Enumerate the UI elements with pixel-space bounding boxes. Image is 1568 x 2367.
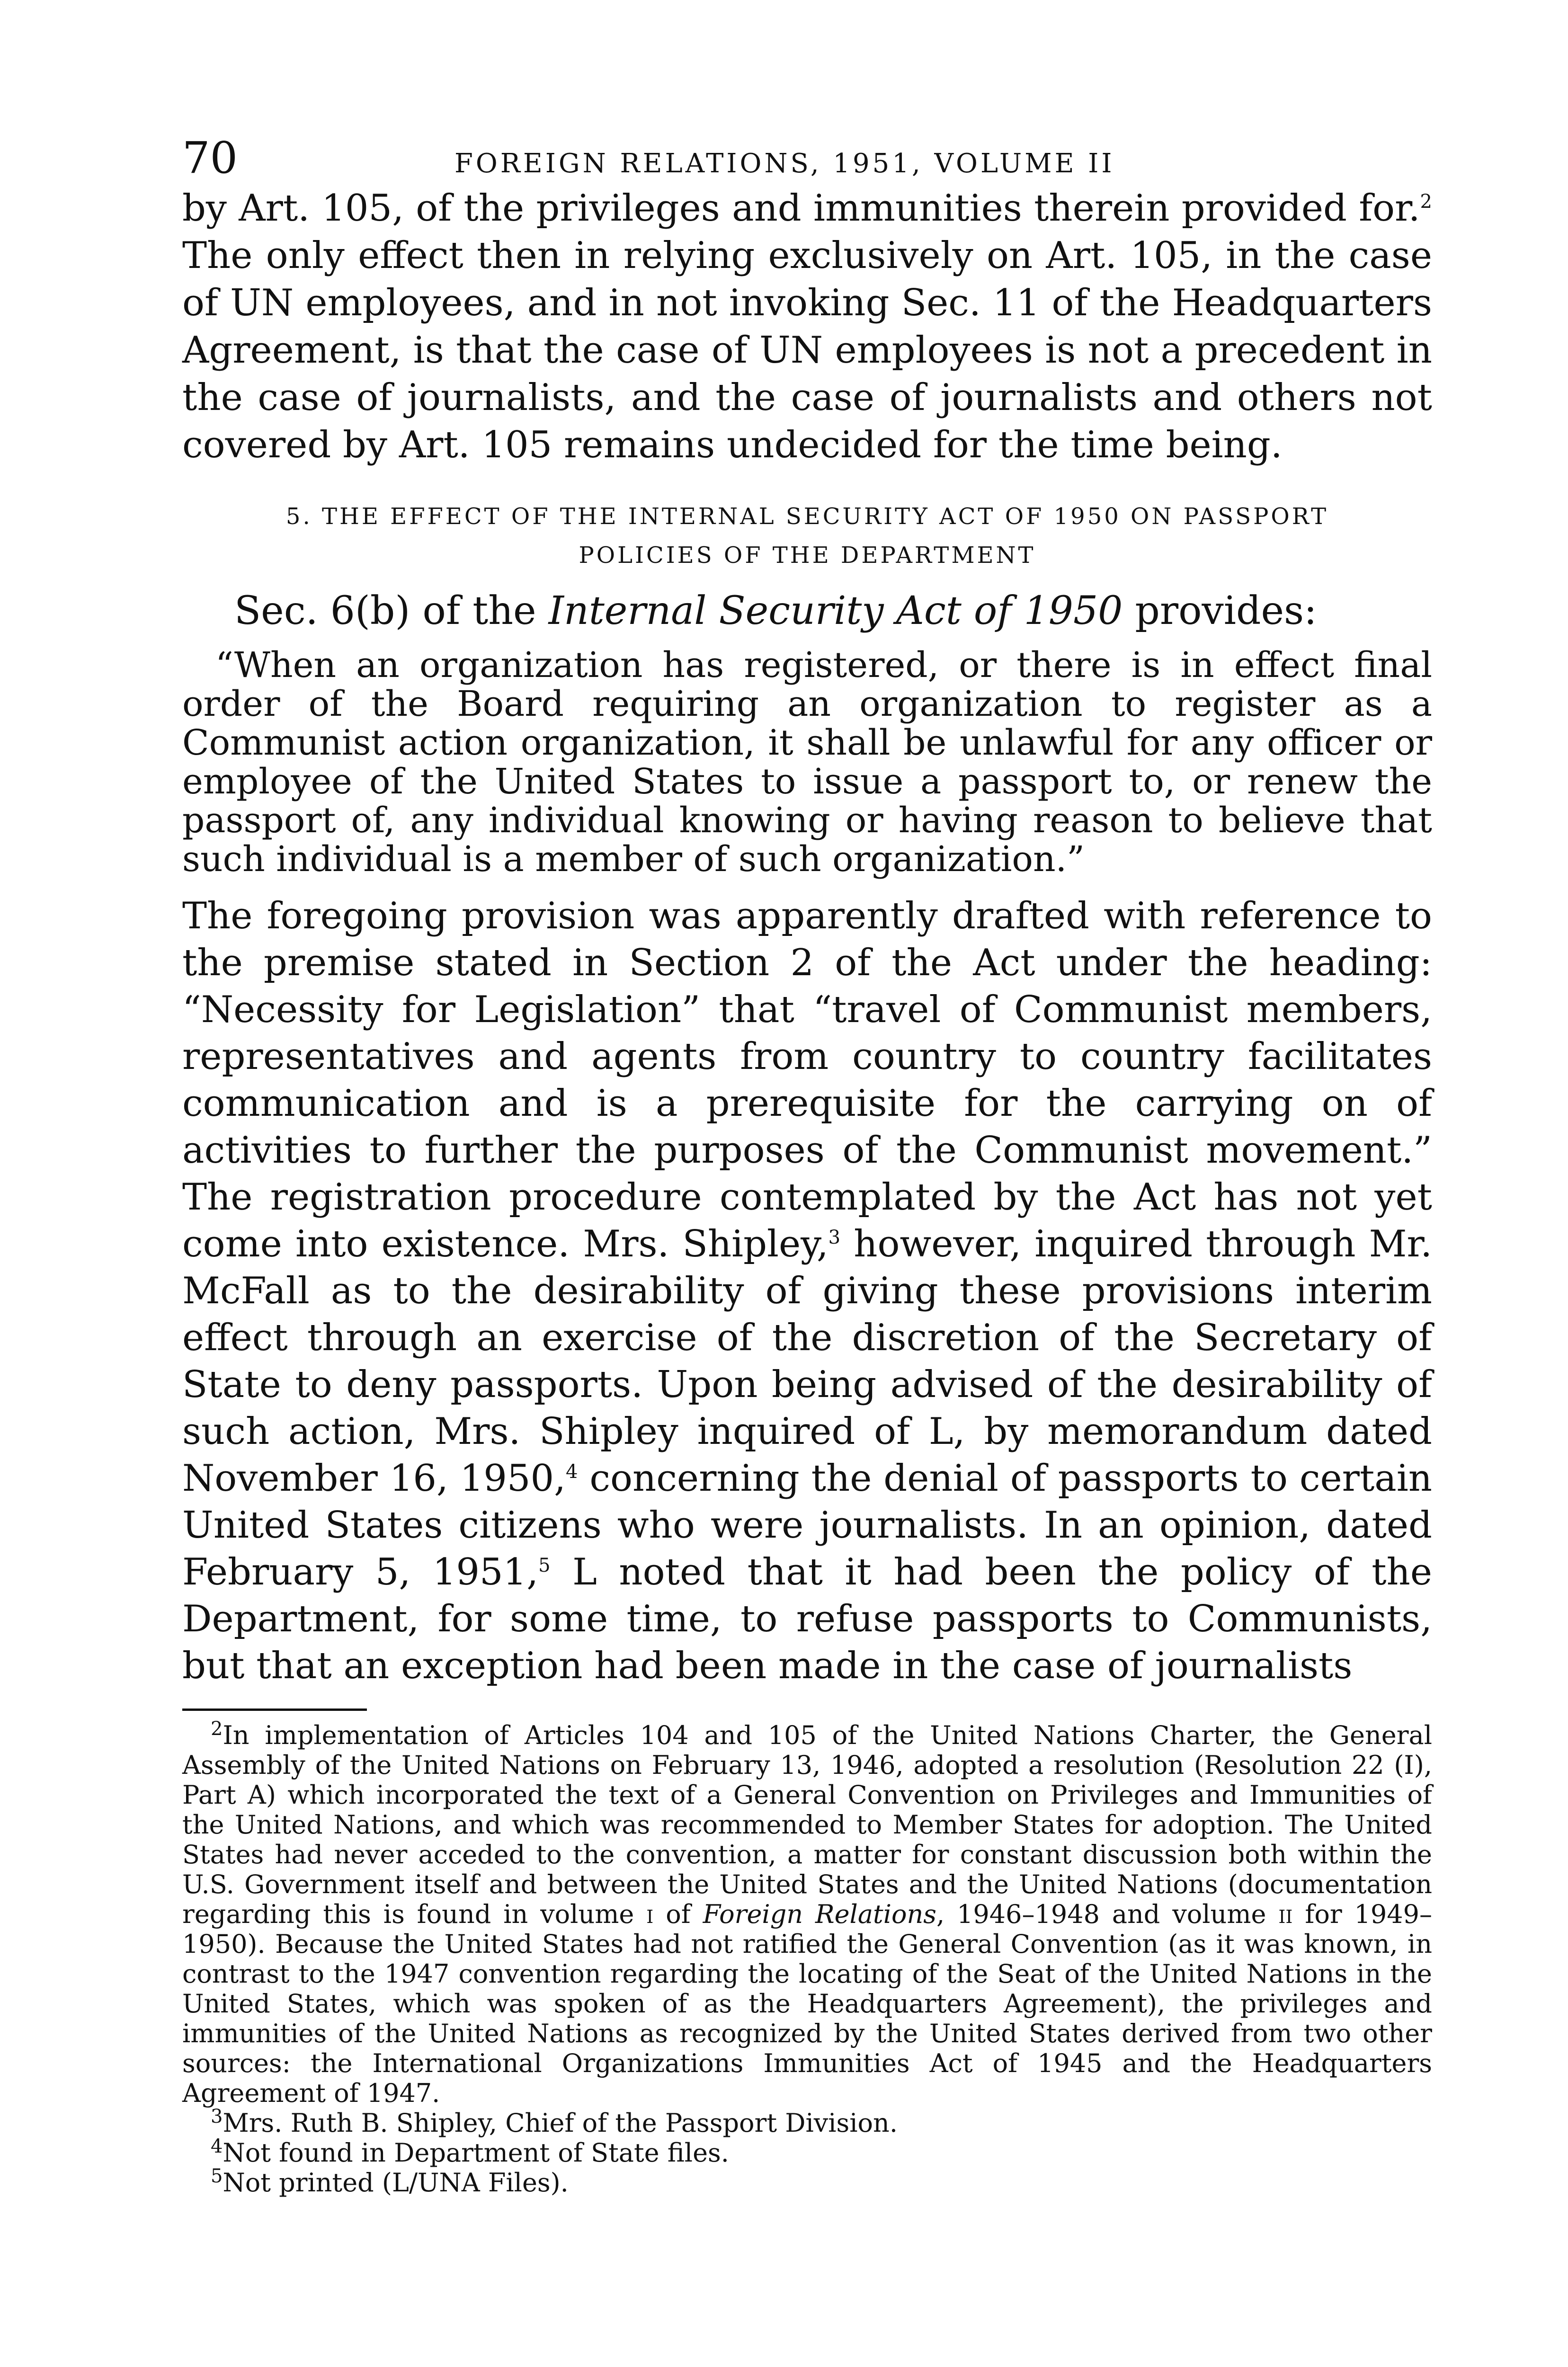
main-paragraph-part3: concerning the denial of passports to certain United States citizens who were journalists. In an opinion, dated February 5, 1951, bbox=[182, 1457, 1432, 1593]
continuation-text-end: The only effect then in relying exclusively on Art. 105, in the case of UN employees, and in not invoking Sec. 11 of the Headquarters Agreement, is that the case of UN employees is not a precedent in the case of journalists, and the case of journalists and others not covered by Art. 105 remains undecided for the time being. bbox=[182, 234, 1432, 466]
act-title-italic: Internal Security Act of 1950 bbox=[548, 588, 1123, 633]
section-heading-line1: 5. THE EFFECT OF THE INTERNAL SECURITY ACT OF 1950 ON PASSPORT bbox=[285, 503, 1329, 530]
main-paragraph-part2: however, inquired through Mr. McFall as to the desirability of giving these provisions interim effect through an exercise of the discretion of the Secretary of State to deny passports. Upon being advised of the desirability of such action, Mrs. Shipley inquired of L, by memorandum dated November 16, 1950, bbox=[182, 1223, 1433, 1500]
footnote-3-text: Mrs. Ruth B. Shipley, Chief of the Passport Division. bbox=[223, 2108, 898, 2138]
footnotes bbox=[182, 1720, 1432, 2198]
footnote-ref-3: 3 bbox=[828, 1227, 841, 1248]
intro-text-after: provides: bbox=[1123, 588, 1317, 633]
footnote-2-italic-title: Foreign Relations bbox=[703, 1899, 936, 1929]
footnote-ref-4: 4 bbox=[565, 1461, 578, 1483]
footnote-2-volume-two: ii bbox=[1278, 1899, 1293, 1929]
footnote-2-volume-one: i bbox=[646, 1899, 654, 1929]
footnote-2-text-b: of bbox=[653, 1899, 703, 1929]
footnote-2 bbox=[182, 1720, 1432, 2108]
running-head: FOREIGN RELATIONS, 1951, VOLUME II bbox=[454, 148, 1115, 179]
footnote-ref-2: 2 bbox=[1420, 191, 1432, 213]
footnote-3 bbox=[182, 2108, 1432, 2138]
section-intro bbox=[234, 585, 1432, 637]
footnote-2-text-a: In implementation of Articles 104 and 105 of the United Nations Charter, the General Assembly of the United Nations on February 13, 1946, adopted a resolution (Resolution 22 (I), Part A) which incorporated the text of a General Convention on Privileges and Immunities of the United Nations, and which was recommended to Member States for adoption. The United States had never acceded to the convention, a matter for constant discussion both within the U.S. Government itself and between the United States and the United Nations (documentation regarding this is found in volume bbox=[182, 1720, 1432, 1929]
intro-text-before: Sec. 6(b) of the bbox=[234, 588, 549, 633]
footnote-5-mark: 5 bbox=[211, 2165, 223, 2187]
footnote-4-text: Not found in Department of State files. bbox=[223, 2138, 729, 2168]
footnote-divider bbox=[182, 1709, 367, 1711]
document-page bbox=[182, 128, 1432, 2198]
footnote-5 bbox=[182, 2165, 1432, 2198]
block-quote: “When an organization has registered, or there is in effect final order of the Board requiring an organization to register as a Communist action organization, it shall be unlawful for any officer or employee of the United States to issue a passport to, or renew the passport of, any individual knowing or having reason to believe that such individual is a member of such organization.” bbox=[182, 645, 1432, 880]
section-heading bbox=[182, 497, 1432, 575]
footnote-2-text-c: , 1946–1948 and volume bbox=[936, 1899, 1279, 1929]
main-paragraph bbox=[182, 893, 1432, 1690]
footnote-ref-5: 5 bbox=[538, 1555, 551, 1576]
main-paragraph-part4: L noted that it had been the policy of the Department, for some time, to refuse passports to Communists, but that an exception had been made in the case of journalists bbox=[182, 1551, 1432, 1687]
footnote-2-text-d: for 1949–1950). Because the United States had not ratified the General Convention (as it was known, in contrast to the 1947 convention regarding the locating of the Seat of the United Nations in the United States, which was spoken of as the Headquarters Agreement), the privileges and immunities of the United Nations as recognized by the United States derived from two other sources: the International Organizations Immunities Act of 1945 and the Headquarters Agreement of 1947. bbox=[182, 1899, 1432, 2108]
page-number: 70 bbox=[182, 133, 238, 183]
footnote-2-mark: 2 bbox=[211, 1718, 223, 1740]
page-header bbox=[182, 128, 1432, 185]
footnote-4-mark: 4 bbox=[211, 2136, 223, 2157]
main-paragraph-part1: The foregoing provision was apparently drafted with reference to the premise stated in Section 2 of the Act under the heading: “Necessity for Legislation” that “travel of Communist members, representatives and agents from country to country facilitates communication and is a prerequisite for the carrying on of activities to further the purposes of the Communist movement.” The registration procedure contemplated by the Act has not yet come into existence. Mrs. Shipley, bbox=[182, 895, 1432, 1265]
footnote-4 bbox=[182, 2138, 1432, 2168]
footnote-5-text: Not printed (L/UNA Files). bbox=[223, 2168, 569, 2198]
continuation-text-start: by Art. 105, of the privileges and immunities therein provided for. bbox=[182, 187, 1420, 230]
section-heading-line2: POLICIES OF THE DEPARTMENT bbox=[579, 542, 1036, 569]
footnote-3-mark: 3 bbox=[211, 2106, 223, 2127]
continuation-paragraph bbox=[182, 185, 1432, 469]
